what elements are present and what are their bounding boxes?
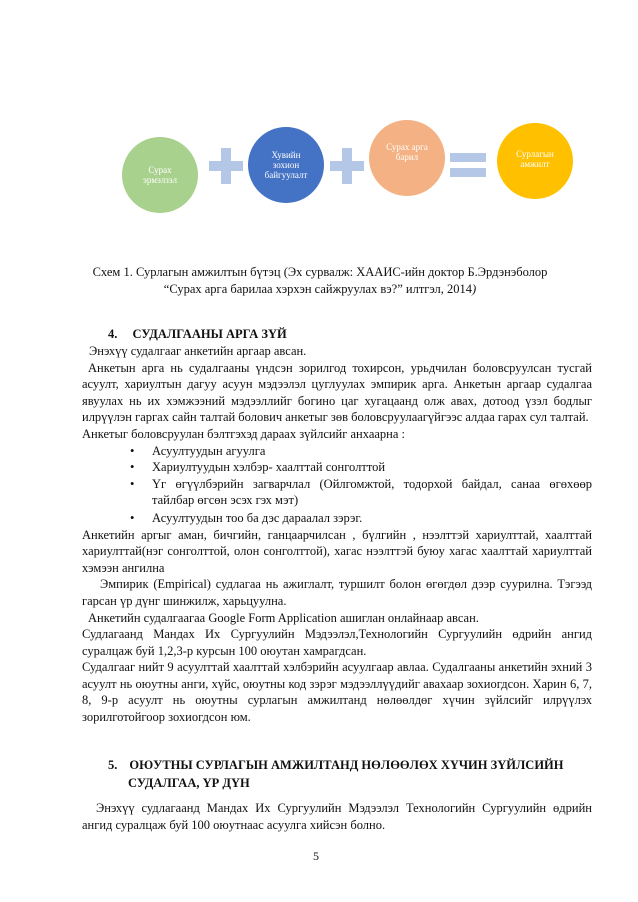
caption-line-2-end: ) — [472, 282, 477, 296]
bullet-icon: • — [130, 476, 135, 491]
paragraph: Анкетийн аргыг аман, бичгийн, ганцаарчилсан , бүлгийн , нээлттэй хариулттай, хаалттай хариулттай(нэг сонголттой, олон сонголттой), хагас нээлттэй буюу хагас хаалттай хариулттай хэмээн ангилна — [82, 527, 592, 575]
list-item-text: Хариултуудын хэлбэр- хаалттай сонголттой — [152, 460, 386, 475]
section-5-title: ОЮУТНЫ СУРЛАГЫН АМЖИЛТАНД НӨЛӨӨЛӨХ ХҮЧИН ЗҮЙЛСИЙН — [129, 758, 564, 772]
section-5-number: 5. — [108, 758, 118, 772]
bullet-icon: • — [130, 510, 135, 525]
paragraph: Энэхүү судалгааг анкетийн аргаар авсан. — [89, 344, 307, 358]
paragraph: Эмпирик (Empirical) судлагаа нь ажиглалт, туршилт болон өгөгдөл дээр суурилна. Тэгээд гарсан үр дүнг шинжилж, харьцуулна. — [82, 577, 592, 608]
list-item — [126, 476, 592, 509]
paragraph: Анкетын арга нь судалгааны үндсэн зорилгод тохирсон, урьдчилан боловсруулсан тусгай асуулт, хариултын дагуу асуун мэдээлэл цуглуулах эмпирик арга. Анкетын аргаар судалгаа явуулах нь их хэмжээний мэдээллийг богино цаг хугацаанд олж авах, дотоод үзэл бодлыг илрүүлэн гаргах сайн талтай болович анкетыг зөв боловсруулаагүйгээс алдаа гарах сул талтай. — [82, 360, 592, 425]
bullet-list — [126, 443, 592, 527]
list-item-text: Үг өгүүлбэрийн загварчлал (Ойлгомжтой, тодорхой байдал, санаа өгөхөөр тайлбар өгсөн эсэх гэх мэт) — [152, 476, 592, 508]
list-item-text: Асуултуудын агуулга — [152, 443, 266, 458]
node-self-organization-label: Хувийн зохион байгуулалт — [264, 150, 308, 180]
node-learning-style — [369, 120, 445, 196]
paragraph: Судалгааг нийт 9 асуулттай хаалттай хэлбэрийн асуулгаар авлаа. Судалгааны анкетийн эхний 3 асуулт нь оюутны анги, хүйс, оюутны код зэрэг мэдээллүүдийг авахаар зохиогдсон. Харин 6, 7, 8, 9-р асуулт нь оюутны сурлагын амжилтанд нөлөөлдөг хүчин зүйлсийг илрүүлэх зорилготойгоор зохиогдсон юм. — [82, 660, 592, 725]
node-self-organization — [248, 127, 324, 203]
list-item — [126, 510, 592, 527]
node-motivation — [122, 137, 198, 213]
node-motivation-label: Сурах эрмэлзэл — [143, 165, 177, 185]
section-4-heading — [108, 327, 287, 342]
figure-caption — [80, 264, 560, 298]
caption-line-2-text: “Сурах арга барилаа хэрхэн сайжруулах вэ?” илтгэл, 2014 — [163, 282, 473, 296]
section-5-heading — [108, 756, 588, 792]
section-5-title-line-1 — [108, 756, 588, 774]
equals-icon — [450, 150, 486, 185]
bullet-icon: • — [130, 443, 135, 458]
list-item-text: Асуултуудын тоо ба дэс дараалал зэрэг. — [152, 510, 363, 525]
page-number: 5 — [313, 849, 319, 863]
caption-line-1: Схем 1. Сурлагын амжилтын бүтэц (Эх сурвалж: ХААИС-ийн доктор Б.Эрдэнэболор — [92, 265, 548, 279]
section-5-paragraph: Энэхүү судлагаанд Мандах Их Сургуулийн Мэдээлэл Технологийн Сургуулийн өдрийн ангид суралцаж буй 100 оюутнаас асуулга хийсэн болно. — [82, 801, 592, 832]
section-4-number: 4. — [108, 327, 118, 341]
section-4-title: СУДАЛГААНЫ АРГА ЗҮЙ — [132, 327, 287, 341]
bullet-icon: • — [130, 460, 135, 475]
caption-line-2 — [80, 281, 560, 298]
paragraph: Судлагаанд Мандах Их Сургуулийн Мэдээлэл,Технологийн Сургуулийн өдрийн ангид суралцаж буй 1,2,3-р курсын 100 оюутан хамрагдсан. — [82, 627, 592, 658]
node-learning-style-label: Сурах арга барил — [386, 142, 428, 162]
section-4-body — [82, 343, 592, 726]
node-academic-success — [497, 123, 573, 199]
paragraph: Анкетыг боловсруулан бэлтгэхэд дараах зүйлсийг анхаарна : — [82, 426, 406, 441]
plus-icon — [330, 146, 364, 191]
list-item — [126, 459, 592, 476]
list-item — [126, 443, 592, 460]
paragraph: Анкетийн судалгаагаа Google Form Application ашиглан онлайнаар авсан. — [88, 610, 479, 625]
section-5-title-line-2: СУДАЛГАА, ҮР ДҮН — [128, 776, 250, 790]
plus-icon — [209, 146, 243, 191]
node-academic-success-label: Сурлагын амжилт — [516, 149, 554, 169]
